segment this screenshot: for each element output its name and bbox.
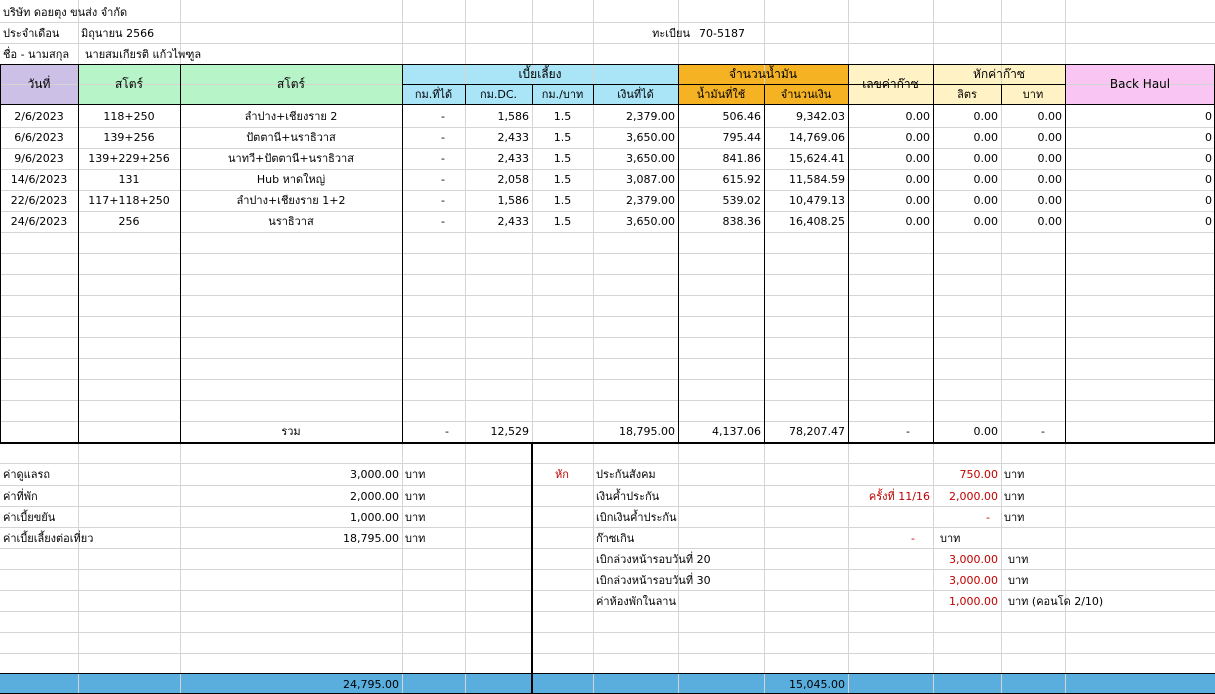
cell-km-dc: 1,586 bbox=[497, 194, 529, 207]
cell-fuel-used: 506.46 bbox=[722, 110, 761, 123]
cell-liters: 0.00 bbox=[973, 215, 998, 228]
col-header-money-got: เงินที่ได้ bbox=[617, 88, 654, 101]
deduct-gas-over-unit: บาท bbox=[940, 532, 961, 545]
cell-fuel-amount: 11,584.59 bbox=[789, 173, 845, 186]
cell-date: 9/6/2023 bbox=[14, 152, 64, 165]
cell-backhaul: 0 bbox=[1205, 173, 1212, 186]
cell-liters: 0.00 bbox=[973, 194, 998, 207]
cell-km-got: - bbox=[441, 110, 445, 123]
deduct-withdraw-unit: บาท bbox=[1004, 511, 1025, 524]
cell-fuel-used: 795.44 bbox=[722, 131, 761, 144]
cell-backhaul: 0 bbox=[1205, 152, 1212, 165]
cell-km-got: - bbox=[441, 131, 445, 144]
cell-km-dc: 1,586 bbox=[497, 110, 529, 123]
cell-gas-no: 0.00 bbox=[905, 152, 930, 165]
cell-backhaul: 0 bbox=[1205, 215, 1212, 228]
cell-gas-no: 0.00 bbox=[905, 194, 930, 207]
income-label-diligence: ค่าเบี้ยขยัน bbox=[3, 511, 56, 524]
deduct-total: 15,045.00 bbox=[789, 677, 845, 691]
row-gridline bbox=[0, 295, 1215, 296]
totals-fuel: 4,137.06 bbox=[712, 425, 761, 438]
cell-km-got: - bbox=[441, 194, 445, 207]
cell-date: 2/6/2023 bbox=[14, 110, 64, 123]
totals-liters: 0.00 bbox=[973, 425, 998, 438]
income-unit-diligence: บาท bbox=[405, 511, 426, 524]
cell-km-got: - bbox=[441, 215, 445, 228]
cell-gas-no: 0.00 bbox=[905, 110, 930, 123]
cell-km-dc: 2,433 bbox=[497, 131, 529, 144]
company-name: บริษัท ดอยตุง ขนส่ง จำกัด bbox=[3, 5, 128, 19]
cell-fuel-used: 841.86 bbox=[722, 152, 761, 165]
cell-store-code: 131 bbox=[118, 173, 140, 186]
deduct-social-unit: บาท bbox=[1004, 468, 1025, 481]
cell-baht: 0.00 bbox=[1037, 215, 1062, 228]
cell-date: 24/6/2023 bbox=[10, 215, 68, 228]
deduct-adv20-unit: บาท bbox=[1008, 553, 1029, 566]
row-gridline bbox=[0, 358, 1215, 359]
row-gridline bbox=[0, 632, 1215, 633]
deduct-room-label: ค่าห้องพักในลาน bbox=[596, 595, 677, 608]
row-gridline bbox=[0, 274, 1215, 275]
col-header-fuel-amount: จำนวนเงิน bbox=[780, 88, 832, 101]
col-header-allowance: เบี้ยเลี้ยง bbox=[518, 67, 562, 81]
cell-baht: 0.00 bbox=[1037, 131, 1062, 144]
deduct-adv20-label: เบิกล่วงหน้ารอบวันที่ 20 bbox=[596, 553, 711, 566]
totals-gas: - bbox=[906, 425, 910, 438]
cell-date: 22/6/2023 bbox=[10, 194, 68, 207]
deduct-withdraw-label: เบิกเงินค้ำประกัน bbox=[596, 511, 677, 524]
income-value-trip-allowance: 18,795.00 bbox=[343, 532, 399, 545]
section-divider bbox=[531, 442, 533, 694]
deduct-room-value: 1,000.00 bbox=[949, 595, 998, 608]
cell-store-code: 256 bbox=[118, 215, 140, 228]
col-header-backhaul: Back Haul bbox=[1109, 77, 1171, 91]
cell-gas-no: 0.00 bbox=[905, 131, 930, 144]
col-header-fuel: จำนวนน้ำมัน bbox=[729, 67, 797, 81]
row-gridline bbox=[0, 253, 1215, 254]
cell-liters: 0.00 bbox=[973, 110, 998, 123]
cell-fuel-used: 539.02 bbox=[722, 194, 761, 207]
cell-fuel-used: 615.92 bbox=[722, 173, 761, 186]
cell-money-got: 3,650.00 bbox=[626, 215, 675, 228]
col-header-km-per-baht: กม./บาท bbox=[541, 88, 584, 101]
totals-money: 18,795.00 bbox=[619, 425, 675, 438]
cell-km-per-baht: 1.5 bbox=[553, 194, 572, 207]
cell-baht: 0.00 bbox=[1037, 173, 1062, 186]
cell-km-dc: 2,058 bbox=[497, 173, 529, 186]
income-value-diligence: 1,000.00 bbox=[350, 511, 399, 524]
totals-km-got: - bbox=[445, 425, 449, 438]
income-value-care: 3,000.00 bbox=[350, 468, 399, 481]
row-gridline bbox=[0, 653, 1215, 654]
deduct-deposit-value: 2,000.00 bbox=[949, 490, 998, 503]
income-label-trip-allowance: ค่าเบี้ยเลี้ยงต่อเที่ยว bbox=[3, 532, 94, 545]
col-header-store-code: สโตร์ bbox=[114, 77, 143, 91]
cell-km-per-baht: 1.5 bbox=[553, 110, 572, 123]
cell-date: 6/6/2023 bbox=[14, 131, 64, 144]
income-label-lodging: ค่าที่พัก bbox=[3, 490, 38, 503]
cell-money-got: 3,650.00 bbox=[626, 131, 675, 144]
deduct-deposit-note: ครั้งที่ 11/16 bbox=[868, 490, 930, 503]
col-header-gas-deduct: หักค่าก๊าซ bbox=[972, 67, 1026, 81]
cell-fuel-used: 838.36 bbox=[722, 215, 761, 228]
totals-fuel-amount: 78,207.47 bbox=[789, 425, 845, 438]
deduct-gas-over-value: - bbox=[911, 532, 915, 545]
deduct-withdraw-value: - bbox=[986, 511, 990, 524]
cell-gas-no: 0.00 bbox=[905, 215, 930, 228]
cell-km-dc: 2,433 bbox=[497, 152, 529, 165]
row-gridline bbox=[0, 400, 1215, 401]
cell-km-per-baht: 1.5 bbox=[553, 215, 572, 228]
cell-km-per-baht: 1.5 bbox=[553, 131, 572, 144]
deduct-adv20-value: 3,000.00 bbox=[949, 553, 998, 566]
cell-km-dc: 2,433 bbox=[497, 215, 529, 228]
totals-baht: - bbox=[1041, 425, 1045, 438]
cell-liters: 0.00 bbox=[973, 152, 998, 165]
cell-fuel-amount: 10,479.13 bbox=[789, 194, 845, 207]
cell-store-code: 139+256 bbox=[103, 131, 155, 144]
row-gridline bbox=[0, 316, 1215, 317]
cell-backhaul: 0 bbox=[1205, 110, 1212, 123]
deduct-room-unit: บาท (คอนโด 2/10) bbox=[1008, 595, 1104, 608]
col-header-km-dc: กม.DC. bbox=[479, 88, 518, 101]
footer-right-fill bbox=[533, 674, 1215, 694]
reg-label: ทะเบียน bbox=[652, 26, 690, 40]
row-gridline bbox=[0, 337, 1215, 338]
cell-money-got: 2,379.00 bbox=[626, 110, 675, 123]
cell-fuel-amount: 16,408.25 bbox=[789, 215, 845, 228]
month-value: มิถุนายน 2566 bbox=[81, 26, 155, 40]
cell-store-code: 118+250 bbox=[103, 110, 155, 123]
col-header-liters: ลิตร bbox=[957, 88, 977, 101]
cell-km-got: - bbox=[441, 152, 445, 165]
deduct-label: หัก bbox=[555, 468, 569, 481]
cell-gas-no: 0.00 bbox=[905, 173, 930, 186]
cell-backhaul: 0 bbox=[1205, 194, 1212, 207]
income-unit-care: บาท bbox=[405, 468, 426, 481]
cell-money-got: 2,379.00 bbox=[626, 194, 675, 207]
col-header-baht: บาท bbox=[1022, 88, 1044, 101]
deduct-adv30-unit: บาท bbox=[1008, 574, 1029, 587]
cell-date: 14/6/2023 bbox=[10, 173, 68, 186]
cell-store-name: ปัตตานี+นราธิวาส bbox=[246, 131, 336, 144]
cell-store-name: Hub หาดใหญ่ bbox=[256, 173, 326, 186]
deduct-adv30-value: 3,000.00 bbox=[949, 574, 998, 587]
cell-backhaul: 0 bbox=[1205, 131, 1212, 144]
income-value-lodging: 2,000.00 bbox=[350, 490, 399, 503]
table-border-h bbox=[0, 104, 1215, 105]
reg-value: 70-5187 bbox=[699, 26, 745, 40]
cell-baht: 0.00 bbox=[1037, 110, 1062, 123]
deduct-adv30-label: เบิกล่วงหน้ารอบวันที่ 30 bbox=[596, 574, 711, 587]
footer-left-fill bbox=[0, 674, 531, 694]
row-gridline bbox=[0, 232, 1215, 233]
cell-store-name: นาทวี+ปัตตานี+นราธิวาส bbox=[228, 152, 354, 165]
income-label-care: ค่าดูแลรถ bbox=[3, 468, 51, 481]
month-label: ประจำเดือน bbox=[3, 26, 60, 40]
cell-fuel-amount: 9,342.03 bbox=[796, 110, 845, 123]
cell-store-name: นราธิวาส bbox=[268, 215, 314, 228]
cell-money-got: 3,650.00 bbox=[626, 152, 675, 165]
deduct-deposit-unit: บาท bbox=[1004, 490, 1025, 503]
cell-fuel-amount: 15,624.41 bbox=[789, 152, 845, 165]
deduct-social-label: ประกันสังคม bbox=[596, 468, 656, 481]
row-gridline bbox=[0, 379, 1215, 380]
income-unit-lodging: บาท bbox=[405, 490, 426, 503]
income-unit-trip-allowance: บาท bbox=[405, 532, 426, 545]
cell-store-code: 139+229+256 bbox=[88, 152, 170, 165]
col-header-km-got: กม.ที่ได้ bbox=[414, 88, 453, 101]
cell-store-code: 117+118+250 bbox=[88, 194, 170, 207]
col-header-store-name: สโตร์ bbox=[276, 77, 305, 91]
income-total: 24,795.00 bbox=[343, 677, 399, 691]
col-header-fuel-used: น้ำมันที่ใช้ bbox=[696, 88, 746, 101]
deduct-gas-over-label: ก๊าซเกิน bbox=[596, 532, 635, 545]
deduct-social-value: 750.00 bbox=[959, 468, 998, 481]
cell-km-per-baht: 1.5 bbox=[553, 152, 572, 165]
cell-baht: 0.00 bbox=[1037, 152, 1062, 165]
cell-km-per-baht: 1.5 bbox=[553, 173, 572, 186]
col-header-date: วันที่ bbox=[27, 77, 51, 91]
cell-store-name: ลำปาง+เชียงราย 2 bbox=[244, 110, 338, 123]
cell-money-got: 3,087.00 bbox=[626, 173, 675, 186]
table-border-h bbox=[0, 673, 1215, 674]
cell-store-name: ลำปาง+เชียงราย 1+2 bbox=[236, 194, 346, 207]
totals-label: รวม bbox=[281, 425, 301, 438]
driver-name-label: ชื่อ - นามสกุล bbox=[3, 47, 70, 61]
totals-km-dc: 12,529 bbox=[490, 425, 529, 438]
deduct-deposit-label: เงินค้ำประกัน bbox=[596, 490, 660, 503]
driver-name-value: นายสมเกียรติ แก้วไพฑูล bbox=[85, 47, 202, 61]
cell-baht: 0.00 bbox=[1037, 194, 1062, 207]
cell-fuel-amount: 14,769.06 bbox=[789, 131, 845, 144]
table-border-h bbox=[0, 442, 1215, 444]
col-header-gas-no: เลขค่าก๊าซ bbox=[862, 77, 919, 91]
cell-km-got: - bbox=[441, 173, 445, 186]
cell-liters: 0.00 bbox=[973, 173, 998, 186]
cell-liters: 0.00 bbox=[973, 131, 998, 144]
